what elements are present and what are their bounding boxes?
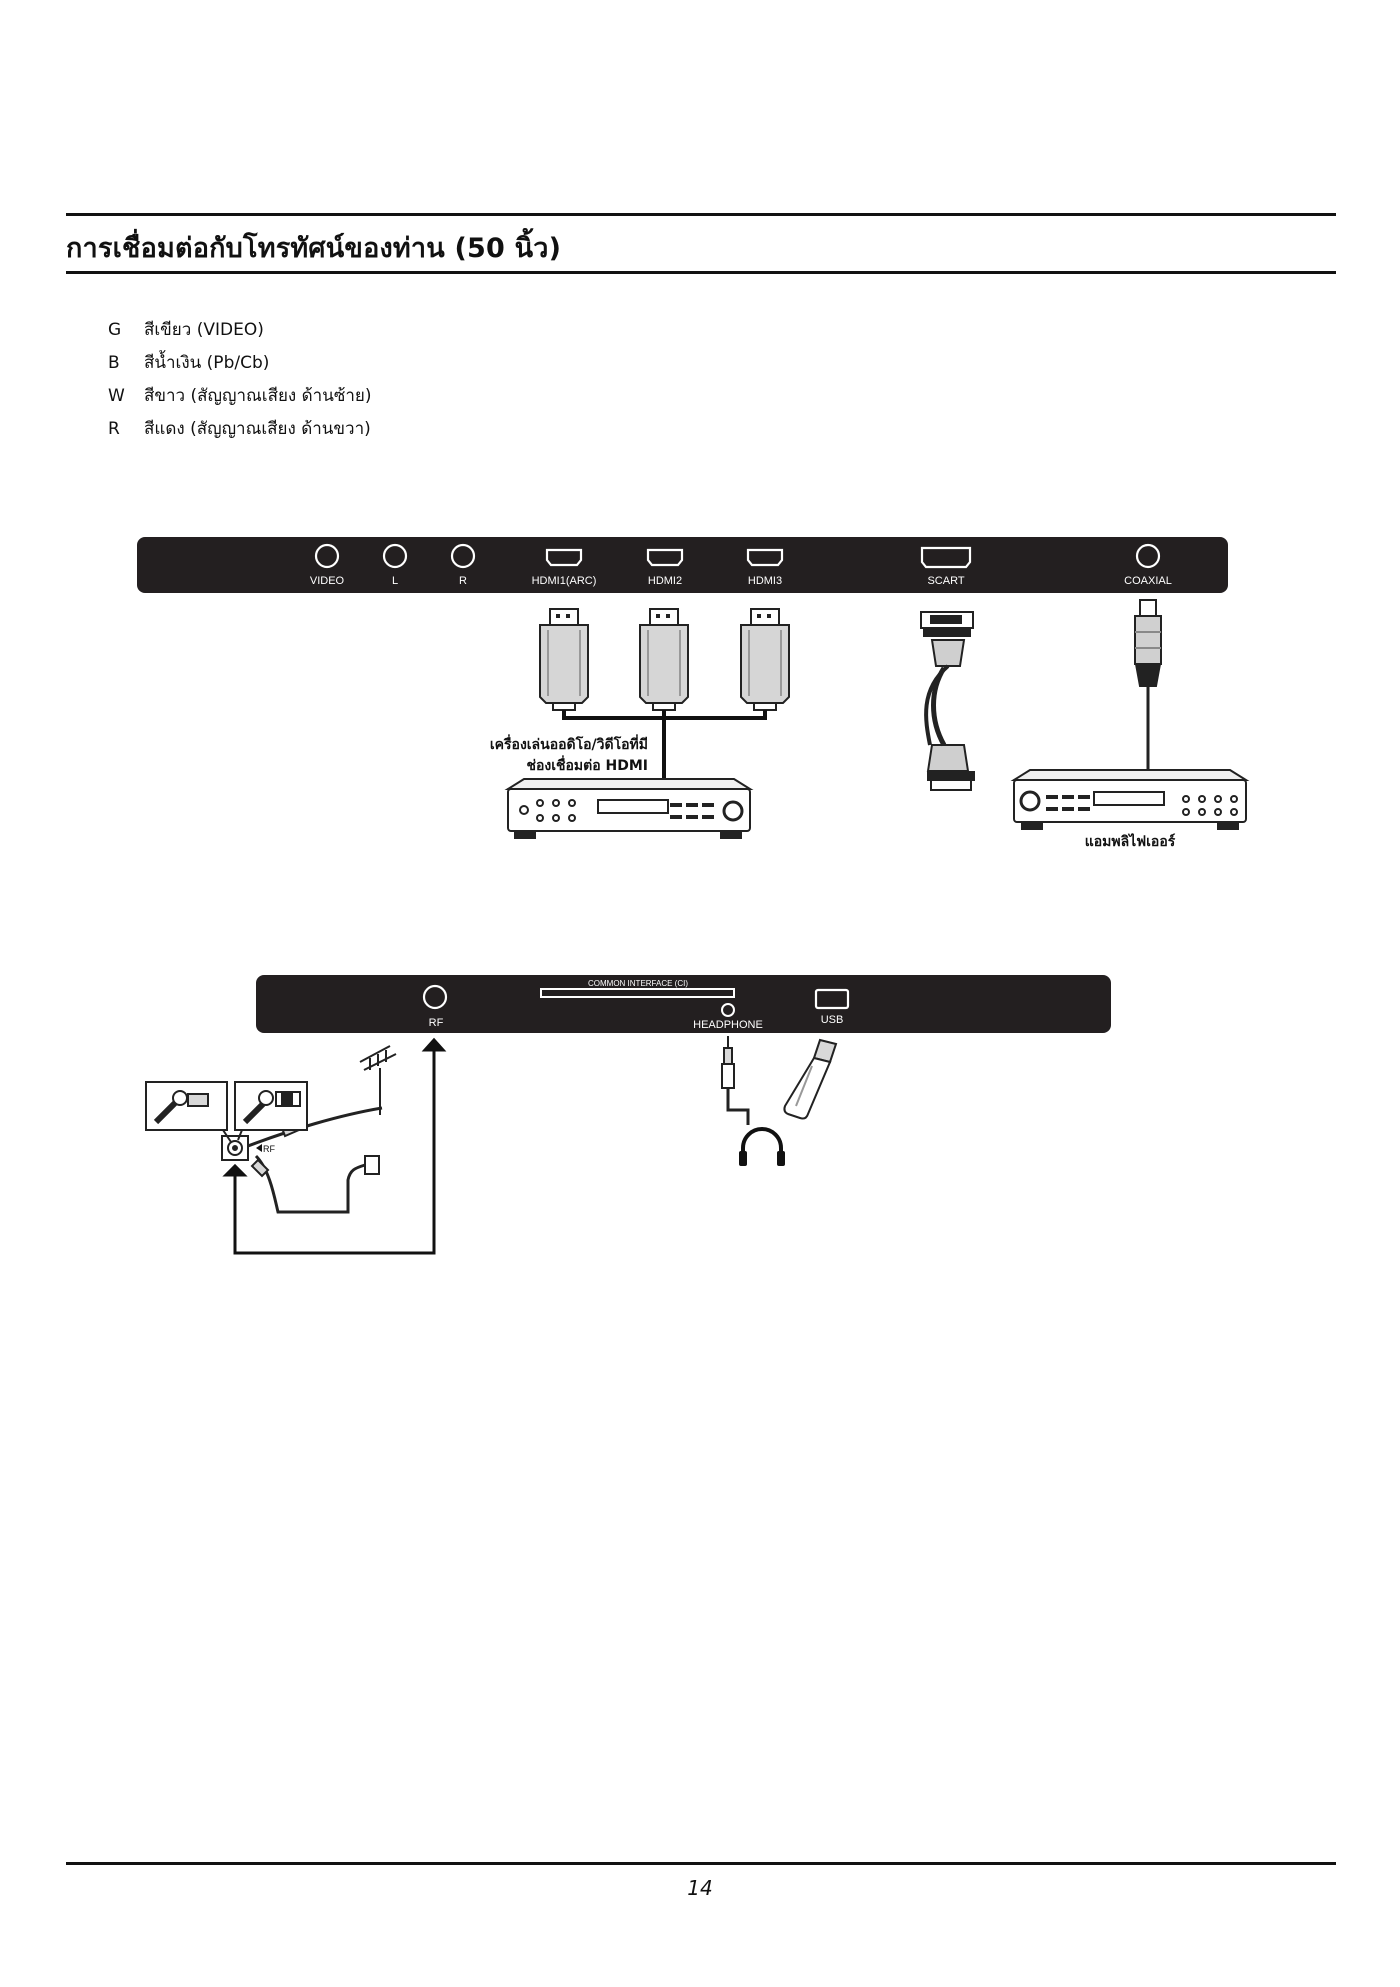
- legend-code: R: [108, 419, 120, 439]
- hdmi-plug-icon: [540, 609, 588, 710]
- port-label-hdmi2: HDMI2: [647, 575, 683, 587]
- rf-small-label: RF: [263, 1144, 275, 1154]
- port-label-video: VIDEO: [309, 575, 345, 587]
- hdmi-plug-icon: [640, 609, 688, 710]
- rf-connector-closeup-right: [235, 1082, 307, 1130]
- antenna-icon: [360, 1046, 396, 1115]
- page-title: การเชื่อมต่อกับโทรทัศน์ของท่าน (50 นิ้ว): [66, 233, 562, 264]
- scart-cable-icon: [921, 612, 974, 790]
- headphones-icon: [743, 1129, 781, 1164]
- rf-connector-closeup-left: [146, 1082, 227, 1130]
- footer-rule: [66, 1862, 1336, 1865]
- port-label-usb: USB: [820, 1014, 844, 1026]
- coaxial-cable-icon: [1135, 600, 1161, 770]
- port-label-l: L: [391, 575, 399, 587]
- top-connector-panel: [137, 537, 1228, 593]
- port-label-scart: SCART: [927, 575, 965, 587]
- port-label-hdmi1: HDMI1(ARC): [531, 575, 597, 587]
- legend-code: B: [108, 353, 120, 373]
- legend-text: สีเขียว (VIDEO): [144, 320, 264, 340]
- page-number: 14: [687, 1876, 713, 1900]
- port-label-ci: COMMON INTERFACE (CI): [588, 979, 688, 988]
- hdmi-cable-plugs: [540, 609, 789, 710]
- amplifier-icon: [1014, 770, 1246, 829]
- legend-code: W: [108, 386, 125, 406]
- hdmi-device-label-2: ช่องเชื่อมต่อ HDMI: [526, 758, 648, 774]
- port-label-headphone: HEADPHONE: [693, 1019, 763, 1031]
- port-label-coaxial: COAXIAL: [1124, 575, 1172, 587]
- port-label-hdmi3: HDMI3: [747, 575, 783, 587]
- legend-text: สีน้ำเงิน (Pb/Cb): [144, 353, 270, 373]
- headphone-cable-icon: [722, 1036, 748, 1125]
- port-label-rf: RF: [428, 1017, 444, 1029]
- legend-code: G: [108, 320, 122, 340]
- port-label-r: R: [459, 575, 467, 587]
- amplifier-label: แอมพลิไฟเออร์: [1084, 834, 1176, 850]
- usb-stick-icon: [784, 1040, 836, 1119]
- rf-arrow-icon: [256, 1144, 262, 1152]
- av-player-icon: [508, 779, 750, 838]
- legend-text: สีแดง (สัญญาณเสียง ด้านขวา): [144, 419, 371, 439]
- legend-text: สีขาว (สัญญาณเสียง ด้านซ้าย): [144, 386, 372, 406]
- bottom-connector-panel: [256, 975, 1111, 1033]
- hdmi-plug-icon: [741, 609, 789, 710]
- hdmi-device-label-1: เครื่องเล่นออดิโอ/วิดีโอที่มี: [489, 737, 648, 753]
